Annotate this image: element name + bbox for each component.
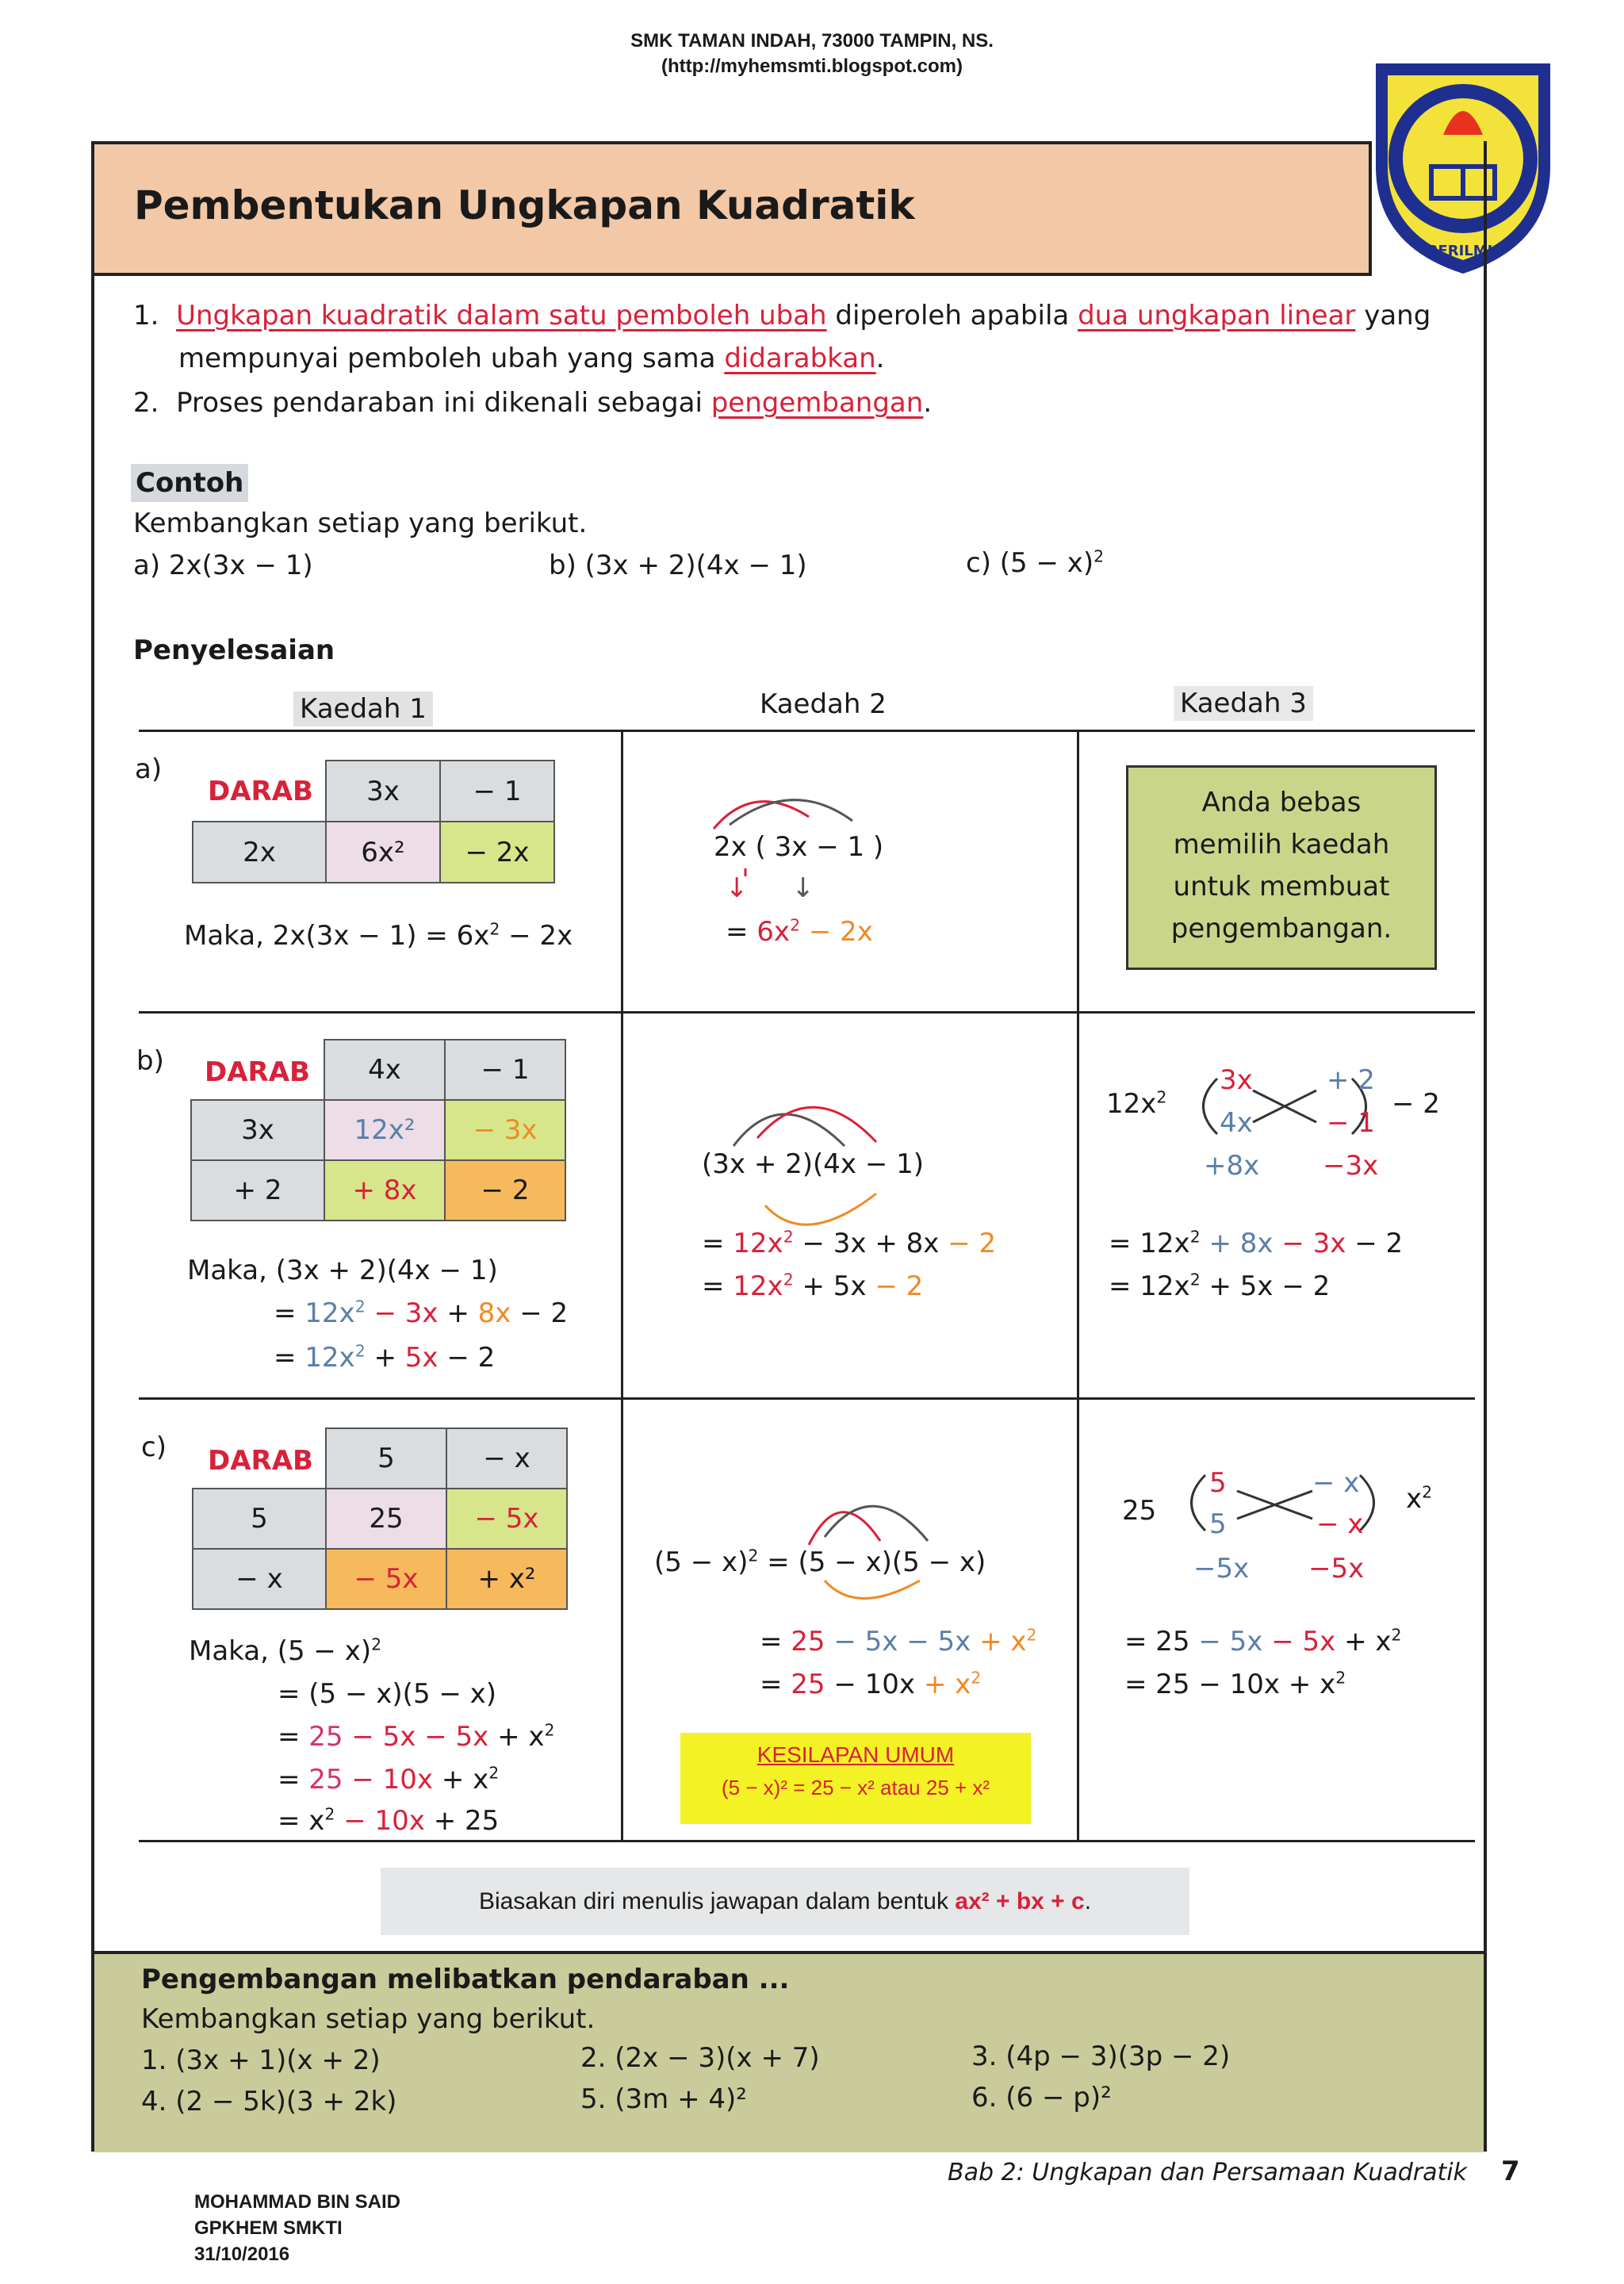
cross-b-minus1: − 1 [1327,1107,1375,1139]
method3-b-line2: = $12x^2 + 5x - 2$ [1109,1270,1331,1302]
darab-grid-c: 5 − x 5 25 − 5x − x − 5x + x² [192,1428,568,1610]
result-b-line2: = $12x^2 + 5x - 2$ [702,1270,924,1302]
common-error-text: (5 − x)² = 25 − x² atau 25 + x² [721,1776,990,1799]
method3-c-line1: = $25 - 5x - 5x + x^2$ [1124,1625,1402,1657]
table-line-1 [139,1011,1475,1014]
exercise-instruction: Kembangkan setiap yang berikut. [141,2003,596,2035]
exercise-item-1: 1. (3x + 1)(x + 2) [141,2044,381,2076]
darab-label-b: DARAB [205,1056,310,1088]
cross-c-term2: −5x [1308,1553,1365,1585]
darab-grid-b: 4x − 1 3x 12x² − 3x + 2 + 8x − 2 [190,1039,566,1221]
cross-c-minusx-a: − x [1312,1467,1360,1499]
darab-label-a: DARAB [208,776,313,807]
arrow-down-a: ↓ ↓ [726,872,814,904]
maka-c-line3: = $25 - 5x - 5x + x^2$ [278,1720,555,1753]
maka-b-line3: = $12x^2 + 5x - 2$ [274,1341,496,1374]
question-b: b) (3x + 2)(4x − 1) [549,550,807,581]
page-number: 7 [1501,2156,1520,2187]
table-col-divider-2 [1077,730,1079,1840]
intro-point-2: 2. Proses pendaraban ini dikenali sebagai pengembangan. [133,387,933,419]
table-bottom-line [139,1840,1475,1842]
arrows-a [698,781,888,879]
school-name: SMK TAMAN INDAH, 73000 TAMPIN, NS. [630,30,994,52]
intro-point-1: 1. Ungkapan kuadratik dalam satu pemboleh ubah diperoleh apabila dua ungkapan linear yang [133,300,1431,331]
logo-motto: BERILMU [1427,243,1500,259]
exercise-item-5: 5. (3m + 4)² [580,2083,747,2115]
cross-c-term1: −5x [1193,1553,1250,1585]
result-c-line1: = $25 - 5x - 5x + x^2$ [760,1625,1037,1657]
exercise-item-6: 6. (6 − p)² [971,2082,1112,2113]
question-c: c) $(5 - x)^2$ [966,546,1105,579]
title-bar [91,141,1372,276]
blog-url: (http://myhemsmti.blogspot.com) [661,56,963,77]
intro-point-1-cont: mempunyai pemboleh ubah yang sama didarabkan. [178,343,885,374]
cross-b-4x: 4x [1220,1107,1253,1139]
table-line-2 [139,1397,1475,1400]
cross-c-minusx-b: − x [1316,1508,1364,1540]
exercise-item-3: 3. (4p − 3)(3p − 2) [971,2041,1231,2072]
free-choice-box: Anda bebas memilih kaedah untuk membuat pengembangan. [1126,765,1437,970]
author-date: 31/10/2016 [194,2244,290,2265]
cross-c-5b: 5 [1209,1508,1227,1540]
cross-b-term2: −3x [1323,1150,1379,1182]
result-c-line2: = $25 - 10x + x^2$ [760,1668,982,1700]
row-label-c: c) [141,1431,167,1463]
row-label-a: a) [135,753,163,785]
method-1-label: Kaedah 1 [293,692,433,726]
page-title: Pembentukan Ungkapan Kuadratik [134,182,915,228]
darab-grid-a: 3x − 1 2x 6x² − 2x [192,760,555,883]
result-b-line1: = $12x^2 - 3x + 8x - 2$ [702,1227,997,1259]
expr-c-method2: $(5 - x)^2 = (5 - x)(5 - x)$ [654,1546,986,1578]
exercise-title: Pengembangan melibatkan pendaraban ... [141,1964,790,1995]
exercise-item-2: 2. (2x − 3)(x + 7) [580,2042,820,2074]
cross-b-lhs: $12x^2$ [1106,1087,1167,1120]
maka-c-line5: = $x^2 - 10x + 25$ [278,1804,500,1837]
author-role: GPKHEM SMKTI [194,2217,343,2239]
cross-c-lhs: 25 [1122,1495,1157,1527]
cross-b-rhs: − 2 [1392,1088,1440,1120]
question-a: a) 2x(3x − 1) [133,550,313,581]
expr-b-method2: (3x + 2)(4x − 1) [702,1148,925,1180]
table-top-line [139,730,1475,732]
maka-c-line2: = (5 − x)(5 − x) [278,1678,497,1710]
method3-b-line1: = $12x^2 + 8x - 3x - 2$ [1109,1227,1404,1259]
maka-c-line1: Maka, $(5 - x)^2$ [189,1634,382,1667]
cross-c-rhs: $x^2$ [1406,1482,1433,1515]
maka-a: Maka, $2x(3x - 1) = 6x^2 - 2x$ [184,919,573,952]
common-error-box [680,1733,1031,1824]
cross-b-term1: +8x [1204,1150,1260,1182]
cross-b-plus2: + 2 [1327,1064,1375,1096]
author-name: MOHAMMAD BIN SAID [194,2191,400,2213]
contoh-instruction: Kembangkan setiap yang berikut. [133,508,588,539]
maka-c-line4: = $25 - 10x + x^2$ [278,1763,500,1795]
author-block [194,2189,400,2267]
contoh-label: Contoh [131,464,248,502]
exercise-item-4: 4. (2 − 5k)(3 + 2k) [141,2086,397,2117]
maka-b-line2: = $12x^2 - 3x + 8x - 2$ [274,1297,569,1329]
expr-a-method2: 2x ( 3x − 1 ) [714,831,884,863]
method3-c-line2: = $25 - 10x + x^2$ [1124,1668,1346,1700]
method-2-label: Kaedah 2 [760,688,887,720]
cross-c-5a: 5 [1209,1467,1227,1499]
result-a-method2: = $6x^2 - 2x$ [726,915,873,948]
common-error-title: KESILAPAN UMUM [756,1742,955,1767]
darab-label-c: DARAB [208,1445,313,1477]
penyelesaian-label: Penyelesaian [133,634,335,666]
method-3-label: Kaedah 3 [1174,686,1313,721]
row-label-b: b) [136,1045,164,1077]
cross-b-3x: 3x [1220,1064,1253,1096]
maka-b-line1: Maka, (3x + 2)(4x − 1) [187,1255,498,1286]
chapter-footer: Bab 2: Ungkapan dan Persamaan Kuadratik [948,2159,1467,2186]
cross-arrows-c [1174,1463,1404,1554]
tip-banner: Biasakan diri menulis jawapan dalam bentuk ax² + bx + c. [381,1868,1189,1935]
table-col-divider-1 [621,730,623,1840]
